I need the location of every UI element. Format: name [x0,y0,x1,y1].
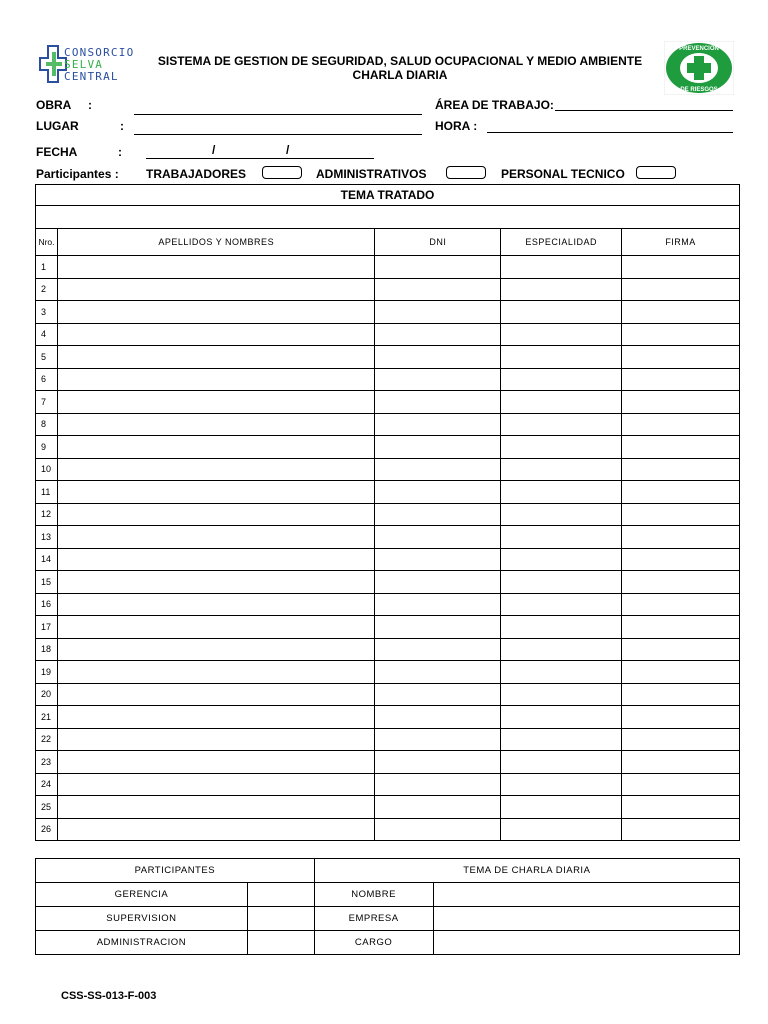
safety-cross-badge-icon [664,41,734,95]
table-row [36,818,740,841]
nombres-cell[interactable] [57,391,374,414]
especialidad-cell[interactable] [501,391,622,414]
especialidad-cell[interactable] [501,796,622,819]
row-number: 10 [36,458,58,481]
firma-cell[interactable] [622,503,740,526]
hora-label: HORA : [435,119,478,133]
dni-cell[interactable] [375,593,501,616]
obra-colon: : [88,98,92,112]
nombres-cell[interactable] [57,796,374,819]
empresa-field[interactable] [433,907,739,931]
nombres-cell[interactable] [57,256,374,279]
especialidad-cell[interactable] [501,661,622,684]
firma-cell[interactable] [622,616,740,639]
nombres-cell[interactable] [57,481,374,504]
nombres-cell[interactable] [57,503,374,526]
firma-cell[interactable] [622,301,740,324]
column-header-nombres: APELLIDOS Y NOMBRES [57,229,374,256]
table-row [36,616,740,639]
firma-cell[interactable] [622,256,740,279]
row-number: 11 [36,481,58,504]
dni-cell[interactable] [375,391,501,414]
hora-field[interactable] [487,132,733,133]
row-number: 25 [36,796,58,819]
logo-line-1: CONSORCIO [64,46,135,59]
participantes-label: Participantes : [36,167,119,181]
especialidad-cell[interactable] [501,458,622,481]
nombres-cell[interactable] [57,751,374,774]
row-number: 6 [36,368,58,391]
especialidad-cell[interactable] [501,548,622,571]
row-number: 9 [36,436,58,459]
firma-cell[interactable] [622,368,740,391]
row-number: 13 [36,526,58,549]
obra-label: OBRA [36,98,72,112]
table-row [36,323,740,346]
row-number: 15 [36,571,58,594]
firma-cell[interactable] [622,436,740,459]
tema-tratado-header: TEMA TRATADO [36,185,740,206]
especialidad-cell[interactable] [501,256,622,279]
firma-cell[interactable] [622,323,740,346]
supervision-label: SUPERVISION [36,907,248,931]
nombres-cell[interactable] [57,413,374,436]
dni-cell[interactable] [375,323,501,346]
row-number: 17 [36,616,58,639]
attendance-rows [36,256,740,841]
participantes-header: PARTICIPANTES [36,859,315,883]
badge-top-text: PREVENCION [679,46,719,52]
administrativos-checkbox[interactable] [446,166,486,179]
firma-cell[interactable] [622,391,740,414]
cargo-label: CARGO [314,931,433,955]
row-number: 21 [36,706,58,729]
gerencia-label: GERENCIA [36,883,248,907]
especialidad-cell[interactable] [501,706,622,729]
table-row [36,391,740,414]
especialidad-cell[interactable] [501,571,622,594]
administrativos-label: ADMINISTRATIVOS [316,167,427,181]
dni-cell[interactable] [375,301,501,324]
column-header-dni: DNI [375,229,501,256]
nombres-cell[interactable] [57,368,374,391]
lugar-label: LUGAR [36,119,79,133]
table-row [36,706,740,729]
table-row [36,728,740,751]
dni-cell[interactable] [375,436,501,459]
row-number: 7 [36,391,58,414]
nombres-cell[interactable] [57,323,374,346]
nombres-cell[interactable] [57,638,374,661]
administracion-field[interactable] [247,931,314,955]
nombres-cell[interactable] [57,436,374,459]
table-row [36,526,740,549]
nombres-cell[interactable] [57,706,374,729]
gerencia-field[interactable] [247,883,314,907]
fecha-field[interactable] [146,158,374,159]
tema-charla-header: TEMA DE CHARLA DIARIA [314,859,739,883]
especialidad-cell[interactable] [501,301,622,324]
table-row [36,593,740,616]
row-number: 4 [36,323,58,346]
table-row [36,481,740,504]
row-number: 5 [36,346,58,369]
row-number: 14 [36,548,58,571]
especialidad-cell[interactable] [501,413,622,436]
firma-cell[interactable] [622,458,740,481]
column-header-firma: FIRMA [622,229,740,256]
lugar-colon: : [120,119,124,133]
firma-cell[interactable] [622,818,740,841]
summary-table [35,858,740,955]
dni-cell[interactable] [375,526,501,549]
dni-cell[interactable] [375,728,501,751]
nombres-cell[interactable] [57,458,374,481]
firma-cell[interactable] [622,548,740,571]
especialidad-cell[interactable] [501,616,622,639]
nombres-cell[interactable] [57,683,374,706]
nombre-label: NOMBRE [314,883,433,907]
form-code: CSS-SS-013-F-003 [61,990,157,1002]
nombres-cell[interactable] [57,818,374,841]
table-row [36,796,740,819]
fecha-colon: : [118,145,122,159]
cargo-field[interactable] [433,931,739,955]
table-row [36,503,740,526]
nombres-cell[interactable] [57,773,374,796]
especialidad-cell[interactable] [501,593,622,616]
table-row [36,436,740,459]
firma-cell[interactable] [622,728,740,751]
dni-cell[interactable] [375,638,501,661]
especialidad-cell[interactable] [501,503,622,526]
especialidad-cell[interactable] [501,368,622,391]
dni-cell[interactable] [375,278,501,301]
table-row [36,256,740,279]
row-number: 18 [36,638,58,661]
column-header-especialidad: ESPECIALIDAD [501,229,622,256]
especialidad-cell[interactable] [501,751,622,774]
dni-cell[interactable] [375,773,501,796]
title-line-1: SISTEMA DE GESTION DE SEGURIDAD, SALUD OCUPACIONAL Y MEDIO AMBIENTE [157,54,643,68]
nombres-cell[interactable] [57,661,374,684]
firma-cell[interactable] [622,346,740,369]
table-row [36,638,740,661]
dni-cell[interactable] [375,796,501,819]
supervision-field[interactable] [247,907,314,931]
dni-cell[interactable] [375,503,501,526]
nombres-cell[interactable] [57,548,374,571]
firma-cell[interactable] [622,481,740,504]
row-number: 12 [36,503,58,526]
firma-cell[interactable] [622,706,740,729]
especialidad-cell[interactable] [501,728,622,751]
row-number: 24 [36,773,58,796]
dni-cell[interactable] [375,346,501,369]
dni-cell[interactable] [375,481,501,504]
lugar-field[interactable] [134,134,422,135]
especialidad-cell[interactable] [501,773,622,796]
firma-cell[interactable] [622,638,740,661]
dni-cell[interactable] [375,661,501,684]
dni-cell[interactable] [375,256,501,279]
row-number: 8 [36,413,58,436]
fecha-label: FECHA [36,145,78,159]
logo-line-3: CENTRAL [64,70,119,83]
especialidad-cell[interactable] [501,683,622,706]
table-row [36,368,740,391]
especialidad-cell[interactable] [501,638,622,661]
dni-cell[interactable] [375,616,501,639]
nombre-field[interactable] [433,883,739,907]
especialidad-cell[interactable] [501,436,622,459]
especialidad-cell[interactable] [501,481,622,504]
dni-cell[interactable] [375,413,501,436]
nombres-cell[interactable] [57,278,374,301]
firma-cell[interactable] [622,661,740,684]
firma-cell[interactable] [622,413,740,436]
dni-cell[interactable] [375,458,501,481]
table-row [36,683,740,706]
especialidad-cell[interactable] [501,278,622,301]
dni-cell[interactable] [375,683,501,706]
prevencion-riesgos-badge [664,41,734,95]
area-trabajo-field[interactable] [555,110,733,111]
row-number: 19 [36,661,58,684]
row-number: 3 [36,301,58,324]
row-number: 22 [36,728,58,751]
especialidad-cell[interactable] [501,346,622,369]
row-number: 23 [36,751,58,774]
dni-cell[interactable] [375,818,501,841]
firma-cell[interactable] [622,773,740,796]
area-trabajo-label: ÁREA DE TRABAJO: [435,98,554,112]
dni-cell[interactable] [375,368,501,391]
nombres-cell[interactable] [57,616,374,639]
firma-cell[interactable] [622,593,740,616]
logo-line-2: SELVA [64,58,104,71]
date-separator-1: / [212,143,216,157]
row-number: 20 [36,683,58,706]
table-row [36,661,740,684]
column-header-row [36,229,740,256]
trabajadores-checkbox[interactable] [262,166,302,179]
nombres-cell[interactable] [57,728,374,751]
badge-bottom-text: DE RIESGOS [680,87,718,93]
nombres-cell[interactable] [57,571,374,594]
table-row [36,751,740,774]
firma-cell[interactable] [622,796,740,819]
table-row [36,773,740,796]
table-row [36,571,740,594]
firma-cell[interactable] [622,526,740,549]
dni-cell[interactable] [375,706,501,729]
column-header-nro: Nro. [36,229,58,256]
row-number: 1 [36,256,58,279]
attendance-table [35,184,740,841]
especialidad-cell[interactable] [501,526,622,549]
row-number: 16 [36,593,58,616]
table-row [36,548,740,571]
firma-cell[interactable] [622,683,740,706]
tema-tratado-field[interactable] [36,206,740,229]
nombres-cell[interactable] [57,526,374,549]
especialidad-cell[interactable] [501,818,622,841]
empresa-label: EMPRESA [314,907,433,931]
table-row [36,458,740,481]
personal-tecnico-label: PERSONAL TECNICO [501,167,625,181]
dni-cell[interactable] [375,548,501,571]
table-row [36,413,740,436]
consorcio-logo [38,44,158,88]
especialidad-cell[interactable] [501,323,622,346]
firma-cell[interactable] [622,751,740,774]
trabajadores-label: TRABAJADORES [146,167,247,181]
obra-field[interactable] [134,114,422,115]
row-number: 2 [36,278,58,301]
date-separator-2: / [286,143,290,157]
nombres-cell[interactable] [57,301,374,324]
dni-cell[interactable] [375,571,501,594]
table-row [36,278,740,301]
administracion-label: ADMINISTRACION [36,931,248,955]
firma-cell[interactable] [622,278,740,301]
table-row [36,346,740,369]
row-number: 26 [36,818,58,841]
dni-cell[interactable] [375,751,501,774]
title-line-2: CHARLA DIARIA [352,68,448,82]
table-row [36,301,740,324]
personal-tecnico-checkbox[interactable] [636,166,676,179]
nombres-cell[interactable] [57,593,374,616]
document-title [150,54,650,82]
firma-cell[interactable] [622,571,740,594]
nombres-cell[interactable] [57,346,374,369]
